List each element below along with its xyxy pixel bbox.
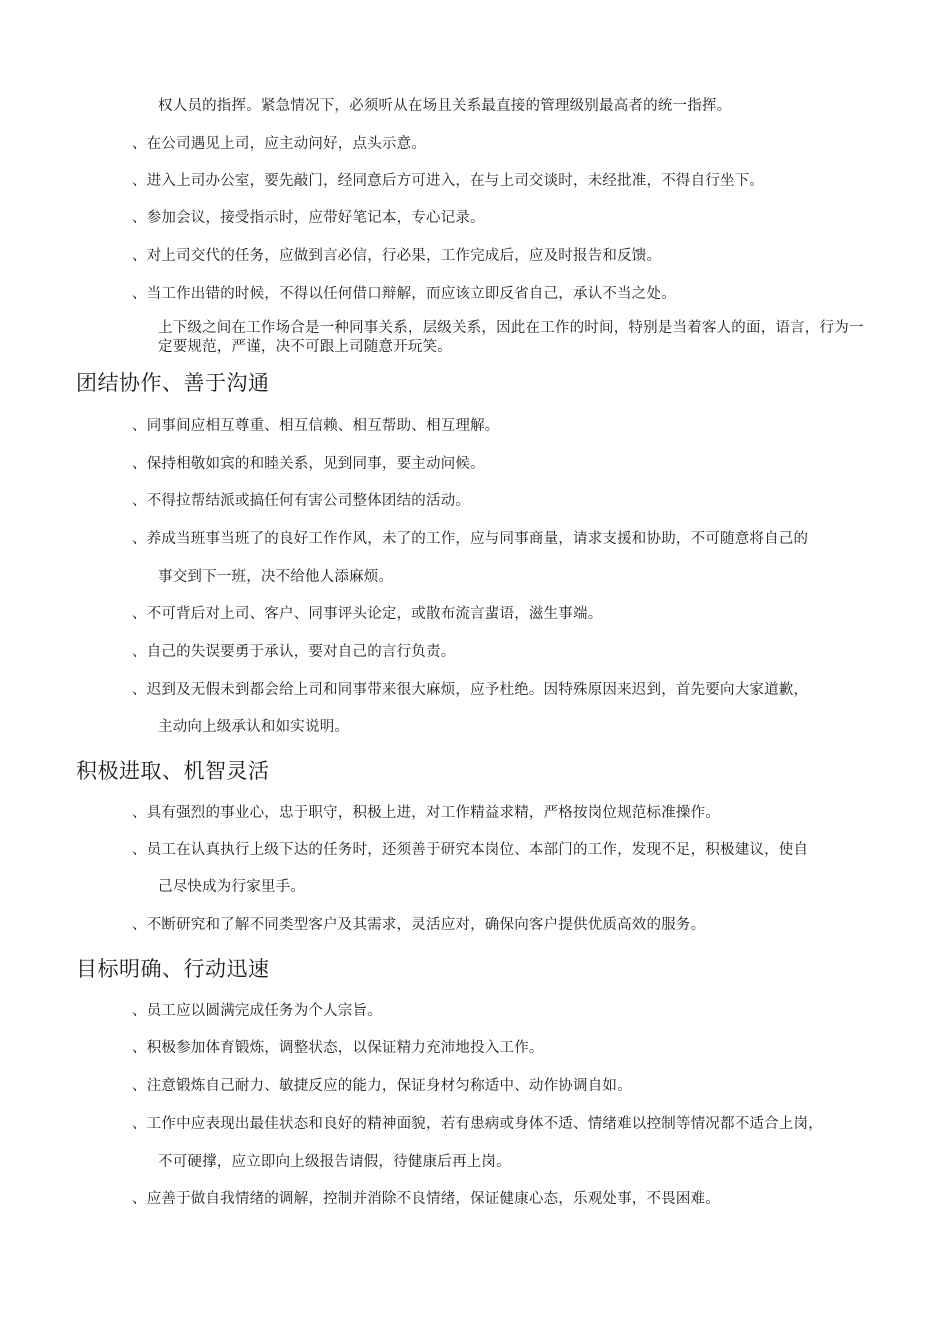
list-item: 、不可背后对上司、客户、同事评头论定，或散布流言蜚语，滋生事端。 [132, 606, 603, 622]
section-heading: 目标明确、行动迅速 [76, 957, 270, 981]
list-item: 、在公司遇见上司，应主动问好，点头示意。 [132, 136, 426, 152]
list-item: 、同事间应相互尊重、相互信赖、相互帮助、相互理解。 [132, 418, 500, 434]
list-item: 、工作中应表现出最佳状态和良好的精神面貌，若有患病或身体不适、情绪难以控制等情况都不适合上岗， [132, 1116, 823, 1132]
list-item: 、积极参加体育锻炼，调整状态，以保证精力充沛地投入工作。 [132, 1040, 544, 1056]
list-item: 、迟到及无假未到都会给上司和同事带来很大麻烦，应予杜绝。因特殊原因来迟到，首先要向大家道歉， [132, 682, 809, 698]
list-item: 、不得拉帮结派或搞任何有害公司整体团结的活动。 [132, 493, 471, 509]
list-item: 、当工作出错的时候，不得以任何借口辩解，而应该立即反省自己，承认不当之处。 [132, 286, 676, 302]
list-item-continuation: 事交到下一班，决不给他人添麻烦。 [158, 569, 394, 585]
list-item: 、养成当班事当班了的良好工作作风，未了的工作，应与同事商量，请求支援和协助，不可随意将自己的 [132, 531, 809, 547]
list-item: 、应善于做自我情绪的调解，控制并消除不良情绪，保证健康心态，乐观处事，不畏困难。 [132, 1191, 720, 1207]
list-item: 、具有强烈的事业心，忠于职守，积极上进，对工作精益求精，严格按岗位规范标准操作。 [132, 805, 720, 821]
list-item: 、员工应以圆满完成任务为个人宗旨。 [132, 1003, 382, 1019]
list-item: 、员工在认真执行上级下达的任务时，还须善于研究本岗位、本部门的工作，发现不足，积极建议，使自 [132, 842, 809, 858]
intro-continuation-line: 权人员的指挥。紧急情况下，必须听从在场且关系最直接的管理级别最高者的统一指挥。 [158, 98, 732, 114]
section-heading: 团结协作、善于沟通 [76, 371, 270, 395]
list-item: 、参加会议，接受指示时，应带好笔记本，专心记录。 [132, 210, 485, 226]
list-item: 、不断研究和了解不同类型客户及其需求，灵活应对，确保向客户提供优质高效的服务。 [132, 917, 706, 933]
list-item: 、保持相敬如宾的和睦关系，见到同事，要主动问候。 [132, 456, 485, 472]
list-item-continuation: 己尽快成为行家里手。 [158, 879, 305, 895]
list-item-continuation: 不可硬撑，应立即向上级报告请假，待健康后再上岗。 [158, 1154, 511, 1170]
list-item: 、注意锻炼自己耐力、敏捷反应的能力，保证身材匀称适中、动作协调自如。 [132, 1078, 632, 1094]
section-heading: 积极进取、机智灵活 [76, 759, 270, 783]
intro-paragraph: 上下级之间在工作场合是一种同事关系，层级关系，因此在工作的时间，特别是当着客人的面，语言，行为一定要规范，严谨，决不可跟上司随意开玩笑。 [158, 320, 864, 355]
list-item: 、对上司交代的任务，应做到言必信，行必果，工作完成后，应及时报告和反馈。 [132, 248, 662, 264]
list-item: 、自己的失误要勇于承认，要对自己的言行负责。 [132, 644, 456, 660]
list-item-continuation: 主动向上级承认和如实说明。 [158, 719, 350, 735]
list-item: 、进入上司办公室，要先敲门，经同意后方可进入，在与上司交谈时，未经批准，不得自行坐下。 [132, 173, 765, 189]
